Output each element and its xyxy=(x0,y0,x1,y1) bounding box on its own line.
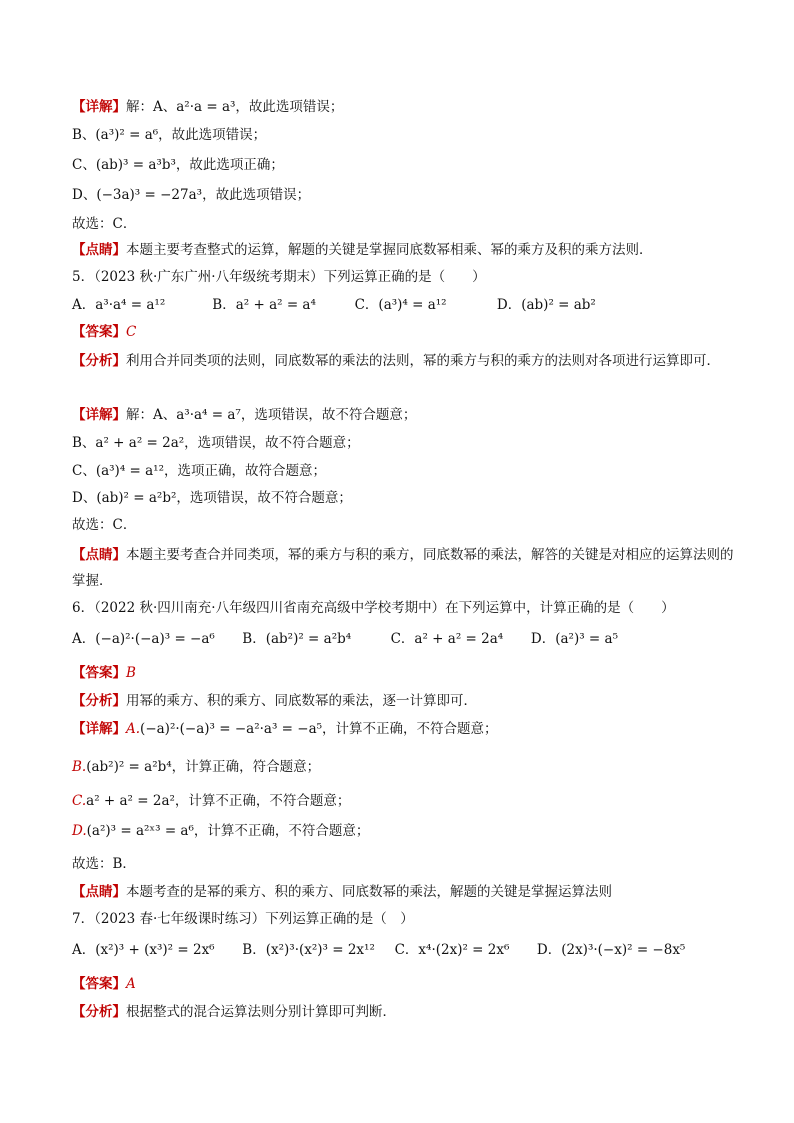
q5-answer: 【答案】C xyxy=(72,324,137,340)
q4-detail-a: 【详解】解：A、a²·a = a³，故此选项错误； xyxy=(72,99,344,115)
q7-analysis: 【分析】根据整式的混合运算法则分别计算即可判断． xyxy=(72,1004,396,1020)
q6-detail-c: C.a² + a² = 2a²，计算不正确，不符合题意； xyxy=(72,793,351,809)
q6-point: 【点睛】本题考查的是幂的乘方、积的乘方、同底数幂的乘法，解题的关键是掌握运算法则 xyxy=(72,884,612,900)
q7-option-a[interactable]: A．(x²)³ + (x³)² = 2x⁶ xyxy=(72,942,215,958)
q6-option-c[interactable]: C．a² + a² = 2a⁴ xyxy=(390,631,504,647)
q5-choose: 故选：C． xyxy=(72,517,137,533)
q6-detail-a: 【详解】A.(−a)²·(−a)³ = −a²·a³ = −a⁵，计算不正确，不符合题意； xyxy=(72,721,498,737)
q7-option-c[interactable]: C．x⁴·(2x)² = 2x⁶ xyxy=(394,942,510,958)
q6-detail-b: B.(ab²)² = a²b⁴，计算正确，符合题意； xyxy=(72,759,321,775)
q5-options xyxy=(72,296,734,314)
q5-detail-c: C、(a³)⁴ = a¹²，选项正确，故符合题意； xyxy=(72,463,327,479)
q4-detail-d: D、(−3a)³ = −27a³，故此选项错误； xyxy=(72,187,311,203)
q5-analysis: 【分析】利用合并同类项的法则，同底数幂的乘法的法则，幂的乘方与积的乘方的法则对各项进行运算即可． xyxy=(72,353,720,369)
q5-detail-a: 【详解】解：A、a³·a⁴ = a⁷，选项错误，故不符合题意； xyxy=(72,407,417,423)
q5-option-d[interactable]: D．(ab)² = ab² xyxy=(496,297,596,313)
q5-point: 【点睛】本题主要考查合并同类项，幂的乘方与积的乘方，同底数幂的乘法，解答的关键是对相应的运算法则的掌握． xyxy=(72,547,734,589)
q4-choose: 故选：C． xyxy=(72,216,137,232)
q7-option-d[interactable]: D．(2x)³·(−x)² = −8x⁵ xyxy=(536,942,686,958)
q6-analysis: 【分析】用幂的乘方、积的乘方、同底数幂的乘法，逐一计算即可． xyxy=(72,693,477,709)
q7-option-b[interactable]: B．(x²)³·(x²)³ = 2x¹² xyxy=(242,942,375,958)
q7-options xyxy=(72,941,734,959)
q6-detail-d: D.(a²)³ = a²ˣ³ = a⁶，计算不正确，不符合题意； xyxy=(72,823,370,839)
q5-detail-b: B、a² + a² = 2a²，选项错误，故不符合题意； xyxy=(72,435,360,451)
q6-option-d[interactable]: D．(a²)³ = a⁵ xyxy=(530,631,618,647)
q7-answer: 【答案】A xyxy=(72,976,136,992)
q6-options xyxy=(72,630,734,648)
q5-option-b[interactable]: B．a² + a² = a⁴ xyxy=(212,297,316,313)
q4-detail-c: C、(ab)³ = a³b³，故此选项正确； xyxy=(72,157,284,173)
q4-detail-b: B、(a³)² = a⁶，故此选项错误； xyxy=(72,127,267,143)
q4-point: 【点睛】本题主要考查整式的运算，解题的关键是掌握同底数幂相乘、幂的乘方及积的乘方法则． xyxy=(72,242,653,258)
q5-option-c[interactable]: C．(a³)⁴ = a¹² xyxy=(354,297,447,313)
q6-answer: 【答案】B xyxy=(72,665,136,681)
q6-option-a[interactable]: A．(−a)²·(−a)³ = −a⁶ xyxy=(72,631,215,647)
q5-detail-d: D、(ab)² = a²b²，选项错误，故不符合题意； xyxy=(72,490,352,506)
q6-option-b[interactable]: B．(ab²)² = a²b⁴ xyxy=(242,631,352,647)
q5-stem: 5．（2023 秋·广东广州·八年级统考期末）下列运算正确的是（ ） xyxy=(72,269,486,285)
q5-option-a[interactable]: A．a³·a⁴ = a¹² xyxy=(72,297,166,313)
q7-stem: 7．（2023 春·七年级课时练习）下列运算正确的是（ ） xyxy=(72,911,414,927)
q6-stem: 6．（2022 秋·四川南充·八年级四川省南充高级中学校考期中）在下列运算中，计算正确的是（ ） xyxy=(72,600,675,616)
q6-choose: 故选：B． xyxy=(72,856,136,872)
